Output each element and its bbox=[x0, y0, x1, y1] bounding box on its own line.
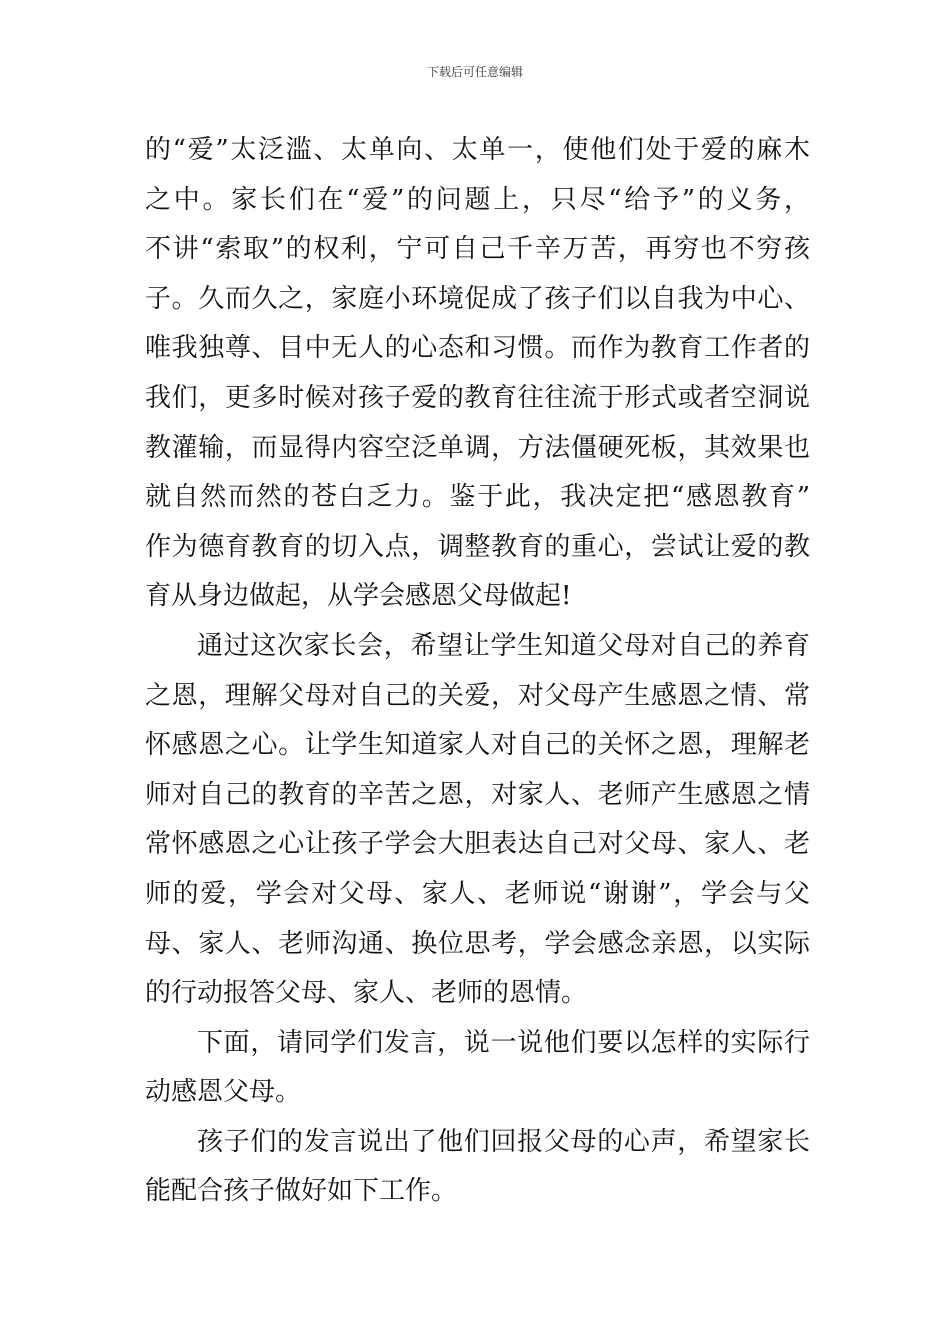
text-line: 孩子们的发言说出了他们回报父母的心声，希望家长 bbox=[197, 1126, 810, 1157]
text-line: 通过这次家长会，希望让学生知道父母对自己的养育 bbox=[197, 630, 810, 661]
text-line: 师对自己的教育的辛苦之恩，对家人、老师产生感恩之情 bbox=[145, 779, 810, 810]
paragraph bbox=[145, 126, 810, 622]
text-line: 不讲“索取”的权利，宁可自己千辛万苦，再穷也不穷孩 bbox=[145, 234, 810, 265]
text-line: 动感恩父母。 bbox=[145, 1077, 302, 1108]
text-line: 子。久而久之，家庭小环境促成了孩子们以自我为中心、 bbox=[145, 283, 810, 314]
text-line: 唯我独尊、目中无人的心态和习惯。而作为教育工作者的 bbox=[145, 333, 810, 364]
text-line: 师的爱，学会对父母、家人、老师说“谢谢”，学会与父 bbox=[145, 878, 810, 909]
text-line: 的行动报答父母、家人、老师的恩情。 bbox=[145, 978, 588, 1009]
text-line: 之恩，理解父母对自己的关爱，对父母产生感恩之情、常 bbox=[145, 680, 810, 711]
text-line: 下面，请同学们发言，说一说他们要以怎样的实际行 bbox=[197, 1027, 810, 1058]
text-line: 能配合孩子做好如下工作。 bbox=[145, 1176, 458, 1207]
text-line: 作为德育教育的切入点，调整教育的重心，尝试让爱的教 bbox=[145, 531, 810, 562]
text-line: 母、家人、老师沟通、换位思考，学会感念亲恩，以实际 bbox=[145, 928, 810, 959]
paragraph bbox=[145, 622, 810, 1019]
page-header: 下载后可任意编辑 bbox=[426, 65, 523, 79]
text-line: 怀感恩之心。让学生知道家人对自己的关怀之恩，理解老 bbox=[145, 730, 810, 761]
text-line: 常怀感恩之心让孩子学会大胆表达自己对父母、家人、老 bbox=[145, 829, 810, 860]
text-line: 之中。家长们在“爱”的问题上，只尽“给予”的义务， bbox=[145, 184, 810, 215]
paragraph bbox=[145, 1118, 810, 1217]
text-line: 教灌输，而显得内容空泛单调，方法僵硬死板，其效果也 bbox=[145, 432, 810, 463]
paragraph bbox=[145, 1019, 810, 1118]
text-line: 育从身边做起，从学会感恩父母做起! bbox=[145, 581, 572, 612]
text-line: 我们，更多时候对孩子爱的教育往往流于形式或者空洞说 bbox=[145, 382, 810, 413]
body-text bbox=[145, 126, 810, 1217]
text-line: 的“爱”太泛滥、太单向、太单一，使他们处于爱的麻木 bbox=[145, 135, 810, 165]
text-line: 就自然而然的苍白乏力。鉴于此，我决定把“感恩教育” bbox=[145, 482, 810, 513]
